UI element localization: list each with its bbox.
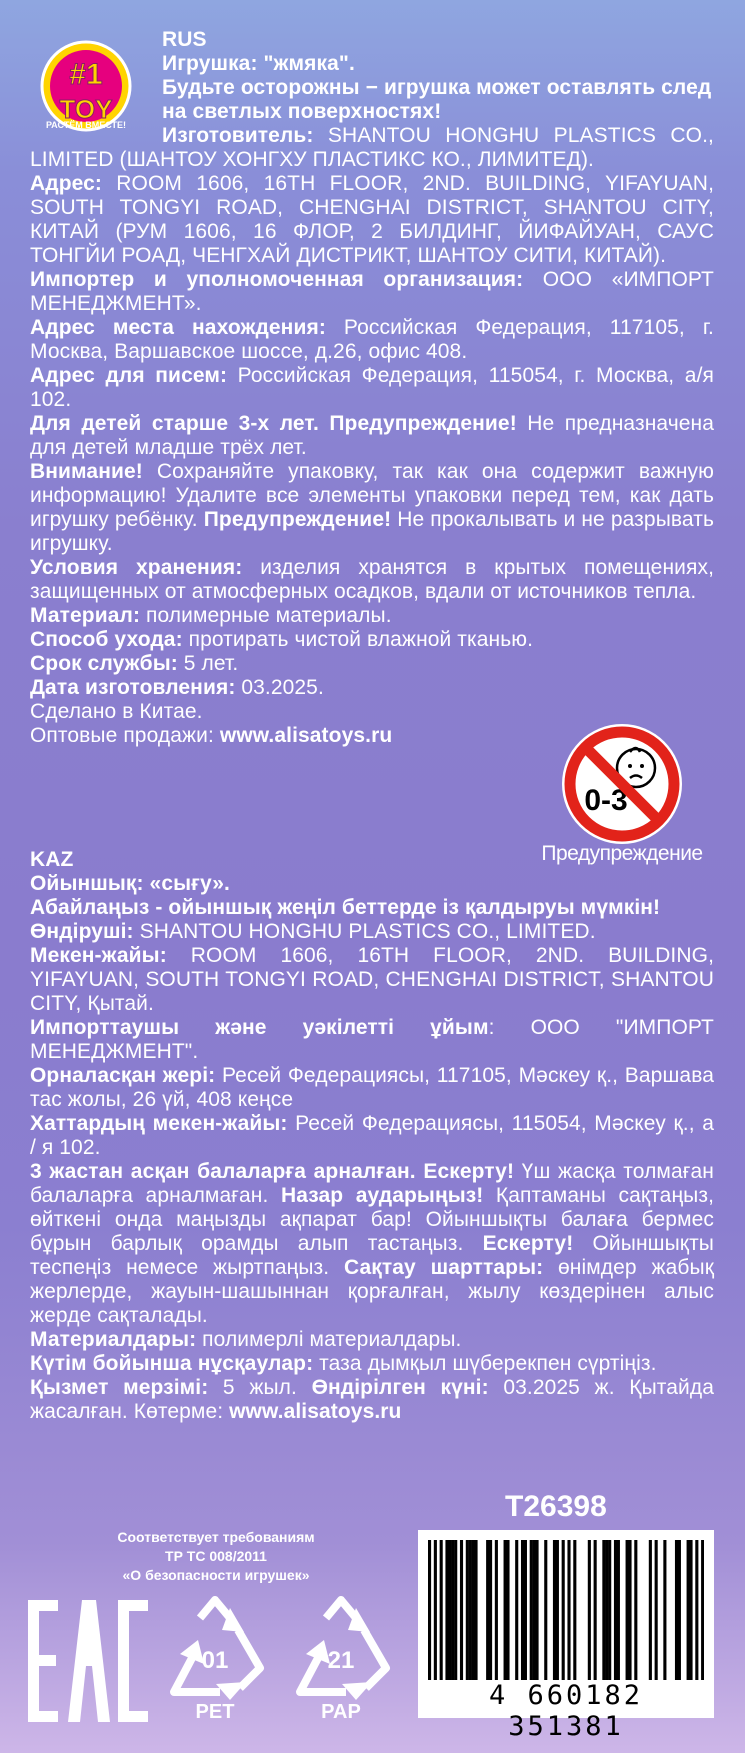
barcode-bar: [530, 1540, 533, 1680]
kaz-maker: [30, 920, 714, 944]
recycle-pap-code: 21: [327, 1647, 355, 1674]
kaz-address: [30, 944, 714, 1016]
barcode-bar: [506, 1540, 509, 1680]
rus-material: [30, 604, 714, 628]
age-warning-icon: [560, 722, 684, 846]
kaz-caution: Абайлаңыз - ойыншық жеңіл беттерде із қалдыруы мүмкін!: [30, 896, 661, 919]
age-warning-caption: Предупреждение: [541, 842, 703, 865]
kaz-attention-value: Қаптаманы сақтаңыз, өйткені онда маңызды ақпарат бар! Ойыншықты балаға бермес бұрын барлық орамды алып тастаңыз.: [30, 1184, 714, 1255]
rus-storage-value: изделия хранятся в крытых помещениях, защищенных от атмосферных осадков, вдали от источников тепла.: [30, 556, 714, 603]
kaz-care-label: Күтім бойынша нұсқаулар:: [30, 1352, 314, 1375]
kaz-storage-label: Сақтау шарттары:: [329, 1256, 544, 1279]
barcode-bar: [474, 1540, 477, 1680]
rus-wholesale-label: Оптовые продажи:: [30, 724, 220, 747]
rus-maker-value: SHANTOU HONGHU PLASTICS CO., LIMITED (ШАНТОУ ХОНГХУ ПЛАСТИКС КО., ЛИМИТЕД).: [30, 124, 714, 171]
rus-location: [30, 316, 714, 364]
barcode-bar: [663, 1540, 666, 1680]
rus-attention: [30, 460, 714, 556]
rus-lang: RUS: [162, 28, 207, 51]
rus-warning-label: Предупреждение!: [197, 508, 392, 531]
kaz-age: [30, 1160, 714, 1328]
barcode-bar: [588, 1540, 591, 1680]
barcode-bar: [553, 1540, 556, 1680]
barcode-bar: [655, 1540, 658, 1680]
barcode-bar: [428, 1540, 431, 1680]
kaz-location-value: Ресей Федерациясы, 117105, Мәскеу қ., Варшава тас жолы, 26 үй, 408 кеңсе: [30, 1064, 714, 1111]
kaz-site-link[interactable]: www.alisatoys.ru: [229, 1400, 402, 1423]
barcode-bar: [434, 1540, 437, 1680]
kaz-maker-value: SHANTOU HONGHU PLASTICS CO., LIMITED.: [133, 920, 596, 943]
age-warning-text: 0-3: [584, 784, 628, 817]
kaz-material-value: полимерлі материалдары.: [196, 1328, 462, 1351]
kaz-care-value: таза дымқыл шүберекпен сүртіңіз.: [313, 1352, 657, 1375]
barcode-bar: [495, 1540, 498, 1680]
rus-storage-label: Условия хранения:: [30, 556, 243, 579]
eac-text: EAC: [88, 1668, 91, 1669]
rus-site-link[interactable]: www.alisatoys.ru: [219, 724, 393, 747]
barcode-bar: [649, 1540, 652, 1680]
recycle-pet-icon: [160, 1596, 270, 1720]
barcode: [418, 1530, 714, 1742]
barcode-bar: [687, 1540, 690, 1680]
barcode-bars: [428, 1540, 704, 1680]
recycle-pap-material: PAP: [321, 1701, 361, 1720]
barcode-bar: [594, 1540, 597, 1680]
barcode-bar: [472, 1540, 475, 1680]
kaz-section: [30, 848, 714, 1424]
rus-location-label: Адрес места нахождения:: [30, 316, 326, 339]
kaz-importer-label: Импорттаушы және уәкілетті ұйым: [30, 1016, 489, 1039]
barcode-bar: [701, 1540, 704, 1680]
barcode-bar: [440, 1540, 443, 1680]
rus-maker-label: Изготовитель:: [162, 124, 314, 147]
barcode-bar: [489, 1540, 492, 1680]
kaz-care: [30, 1352, 714, 1376]
kaz-warning-label: Ескерту!: [463, 1232, 574, 1255]
kaz-importer-value: : ООО "ИМПОРТ МЕНЕДЖМЕНТ".: [30, 1016, 714, 1063]
certification-text: [90, 1528, 342, 1585]
kaz-maker-label: Өндіруші:: [30, 920, 134, 943]
kaz-material-label: Материалдары:: [30, 1328, 197, 1351]
barcode-bar: [626, 1540, 629, 1680]
barcode-bar: [573, 1540, 576, 1680]
rus-care: [30, 628, 714, 652]
kaz-life-label: Қызмет мерзімі:: [30, 1376, 209, 1399]
rus-mail: [30, 364, 714, 412]
barcode-bar: [695, 1540, 698, 1680]
rus-age-label: Для детей старше 3-х лет. Предупреждение!: [30, 412, 517, 435]
barcode-bar: [451, 1540, 454, 1680]
rus-address-value: ROOM 1606, 16TH FLOOR, 2ND. BUILDING, YIFAYUAN, SOUTH TONGYI ROAD, CHENGHAI DISTRICT, SHANTOU CITY, КИТАЙ (РУМ 1606, 16 ФЛОР, 2 БИЛДИНГ, ЙИФАЙУАН, САУС ТОНГЙИ РОАД, ЧЕНГХАЙ ДИСТРИКТ, ШАНТОУ СИТИ, КИТАЙ).: [30, 172, 714, 267]
barcode-bar: [454, 1540, 457, 1680]
barcode-bar: [617, 1540, 620, 1680]
barcode-bar: [628, 1540, 631, 1680]
rus-attention-label: Внимание!: [30, 460, 143, 483]
barcode-bar: [460, 1540, 463, 1680]
cert-line-1: Соответствует требованиям: [117, 1529, 315, 1545]
rus-address-label: Адрес:: [30, 172, 102, 195]
rus-importer: [30, 268, 714, 316]
recycle-pet-material: PET: [195, 1701, 235, 1720]
kaz-date-label: Өндірілген күні:: [296, 1376, 489, 1399]
barcode-bar: [689, 1540, 692, 1680]
rus-mail-value: Российская Федерация, 115054, г. Москва, а/я 102.: [30, 364, 714, 411]
cert-line-3: «О безопасности игрушек»: [122, 1567, 310, 1583]
rus-material-value: полимерные материалы.: [140, 604, 392, 627]
barcode-bar: [678, 1540, 681, 1680]
kaz-life-value: 5 жыл.: [208, 1376, 297, 1399]
kaz-age-value: Үш жасқа толмаған балаларға арналмаған.: [30, 1160, 714, 1207]
rus-made: Сделано в Китае.: [30, 700, 203, 723]
kaz-mail: [30, 1112, 714, 1160]
kaz-storage-value: өнімдер жабық жерлерде, жауын-шашыннан қорғалған, жылу көздерінен алыс жерде сақталады.: [30, 1256, 714, 1327]
kaz-age-label: 3 жастан асқан балаларға арналған. Ескерту!: [30, 1160, 515, 1183]
kaz-importer: [30, 1016, 714, 1064]
barcode-digits: 4 660182 351381: [488, 1680, 644, 1742]
rus-date-label: Дата изготовления:: [30, 676, 236, 699]
rus-care-label: Способ ухода:: [30, 628, 183, 651]
barcode-bar: [675, 1540, 678, 1680]
rus-address: [30, 172, 714, 268]
recycle-pap-icon: [286, 1596, 396, 1720]
logo-tagline: РАСТЁМ ВМЕСТЕ!: [45, 120, 127, 130]
kaz-location: [30, 1064, 714, 1112]
barcode-bar: [605, 1540, 608, 1680]
kaz-location-label: Орналасқан жері:: [30, 1064, 216, 1087]
eac-mark-icon: [26, 1598, 150, 1724]
barcode-bar: [608, 1540, 611, 1680]
rus-date-value: 03.2025.: [235, 676, 324, 699]
barcode-bar: [614, 1540, 617, 1680]
barcode-bar: [521, 1540, 524, 1680]
kaz-address-value: ROOM 1606, 16TH FLOOR, 2ND. BUILDING, YIFAYUAN, SOUTH TONGYI ROAD, CHENGHAI DISTRICT, SHANTOU CITY, Қытай.: [30, 944, 714, 1015]
rus-section: [30, 28, 714, 748]
barcode-bar: [515, 1540, 518, 1680]
barcode-bar: [533, 1540, 536, 1680]
rus-location-value: Российская Федерация, 117105, г. Москва, Варшавское шоссе, д.26, офис 408.: [30, 316, 714, 363]
barcode-bar: [602, 1540, 605, 1680]
rus-life-value: 5 лет.: [177, 652, 239, 675]
kaz-mail-value: Ресей Федерациясы, 115054, Мәскеу қ., а / я 102.: [30, 1112, 714, 1159]
kaz-lang: KAZ: [30, 848, 74, 871]
rus-care-value: протирать чистой влажной тканью.: [182, 628, 534, 651]
barcode-bar: [469, 1540, 472, 1680]
barcode-bar: [445, 1540, 448, 1680]
barcode-bar: [544, 1540, 547, 1680]
rus-life-label: Срок службы:: [30, 652, 178, 675]
barcode-bar: [466, 1540, 469, 1680]
barcode-bar: [556, 1540, 559, 1680]
barcode-bar: [562, 1540, 565, 1680]
rus-maker: [30, 124, 714, 172]
logo-mark: #1: [69, 58, 103, 91]
rus-storage: [30, 556, 714, 604]
rus-attention-value: Сохраняйте упаковку, так как она содержит важную информацию! Удалите все элементы упаковки перед тем, как дать игрушку ребёнку.: [30, 460, 714, 531]
kaz-attention-label: Назар аударыңыз!: [268, 1184, 484, 1207]
kaz-mail-label: Хаттардың мекен-жайы:: [30, 1112, 288, 1135]
kaz-toy: Ойыншық: «сығу».: [30, 872, 230, 895]
rus-warning-value: Не прокалывать и не разрывать игрушку.: [30, 508, 714, 555]
rus-toy: Игрушка: "жмяка".: [162, 52, 355, 75]
logo-word: TOY: [59, 94, 113, 124]
barcode-bar: [535, 1540, 538, 1680]
recycle-pet-code: 01: [201, 1647, 229, 1674]
barcode-bar: [448, 1540, 451, 1680]
barcode-bar: [486, 1540, 489, 1680]
kaz-material: [30, 1328, 714, 1352]
cert-line-2: ТР ТС 008/2011: [165, 1548, 267, 1564]
kaz-date-value: 03.2025 ж. Қытайда жасалған. Көтерме:: [30, 1376, 715, 1423]
barcode-bar: [634, 1540, 637, 1680]
rus-age-value: Не предназначена для детей младше трёх лет.: [30, 412, 714, 459]
rus-caution: Будьте осторожны − игрушка может оставлять след на светлых поверхностях!: [162, 76, 712, 123]
article-number: T26398: [505, 1490, 607, 1523]
rus-age: [30, 412, 714, 460]
rus-life: [30, 652, 714, 676]
barcode-bar: [567, 1540, 570, 1680]
barcode-bar: [504, 1540, 507, 1680]
rus-importer-value: ООО «ИМПОРТ МЕНЕДЖМЕНТ».: [30, 268, 714, 315]
barcode-bar: [524, 1540, 527, 1680]
rus-mail-label: Адрес для писем:: [30, 364, 228, 387]
rus-date: [30, 676, 714, 700]
kaz-address-label: Мекен-жайы:: [30, 944, 167, 967]
rus-importer-label: Импортер и уполномоченная организация:: [30, 268, 524, 291]
kaz-warning-value: Ойыншықты теспеңіз немесе жыртпаңыз.: [30, 1232, 714, 1279]
kaz-life: [30, 1376, 714, 1424]
rus-material-label: Материал:: [30, 604, 141, 627]
